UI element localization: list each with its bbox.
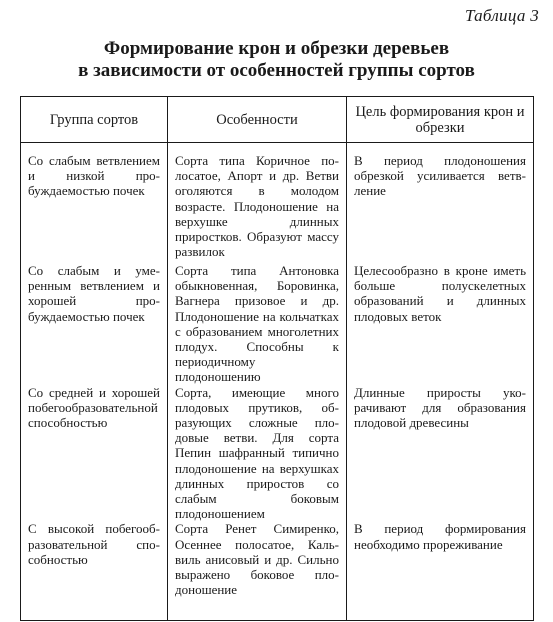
cell-features: Сорта типа Коричное полосатое, Апорт и др. Ветви оголяются в молодом возрасте. Плодоношение на верхушке длинных приростков. Образуют массу развилок [168, 143, 347, 264]
header-group: Группа сортов [21, 97, 168, 143]
header-features: Особенности [168, 97, 347, 143]
title-line-2: в зависимости от особенностей группы сортов [78, 60, 475, 81]
cell-features: Сорта, имеющие много плодовых прутиков, образующих сложные плодовые ветви. Для сорта Пепин шафранный типично плодоношение на верхушках длинных приростов со слабым боковым плодоношением [168, 385, 347, 522]
cell-goal: Длинные приросты укорачивают для образования плодовой древесины [347, 385, 534, 522]
table-row [21, 385, 534, 522]
cell-goal: Целесообразно в кроне иметь больше полускeлетных образований и длинных плодовых веток [347, 263, 534, 385]
table-row [21, 263, 534, 385]
table-row [21, 521, 534, 621]
table-title [0, 38, 553, 82]
cell-group: С высокой побегообразовательной способностью [21, 521, 168, 621]
cell-features: Сорта типа Антоновка обыкновенная, Боровинка, Вагнера призовое и др. Плодоношение на кольчатках с образованием многолетних плодух. Способны к периодичному плодоношению [168, 263, 347, 385]
table-row [21, 143, 534, 264]
cell-features: Сорта Ренет Симиренко, Осеннее полосатое, Кальвиль анисовый и др. Сильно выражено боковое плодоношение [168, 521, 347, 621]
header-row [21, 97, 534, 143]
table-number: Таблица 3 [464, 6, 539, 25]
cell-goal: В период плодоношения обрезкой усиливается ветвление [347, 143, 534, 264]
title-line-1: Формирование крон и обрезки деревьев [103, 38, 450, 59]
header-goal: Цель формирования крон и обрезки [347, 97, 534, 143]
cell-group: Со слабым и умеренным ветвлением и хорошей пробуждаемостью почек [21, 263, 168, 385]
varieties-table [20, 96, 534, 621]
cell-goal: В период формирования необходимо прореживание [347, 521, 534, 621]
cell-group: Со средней и хорошей побегообразовательной способностью [21, 385, 168, 522]
cell-group: Со слабым ветвлением и низкой пробуждаемостью почек [21, 143, 168, 264]
